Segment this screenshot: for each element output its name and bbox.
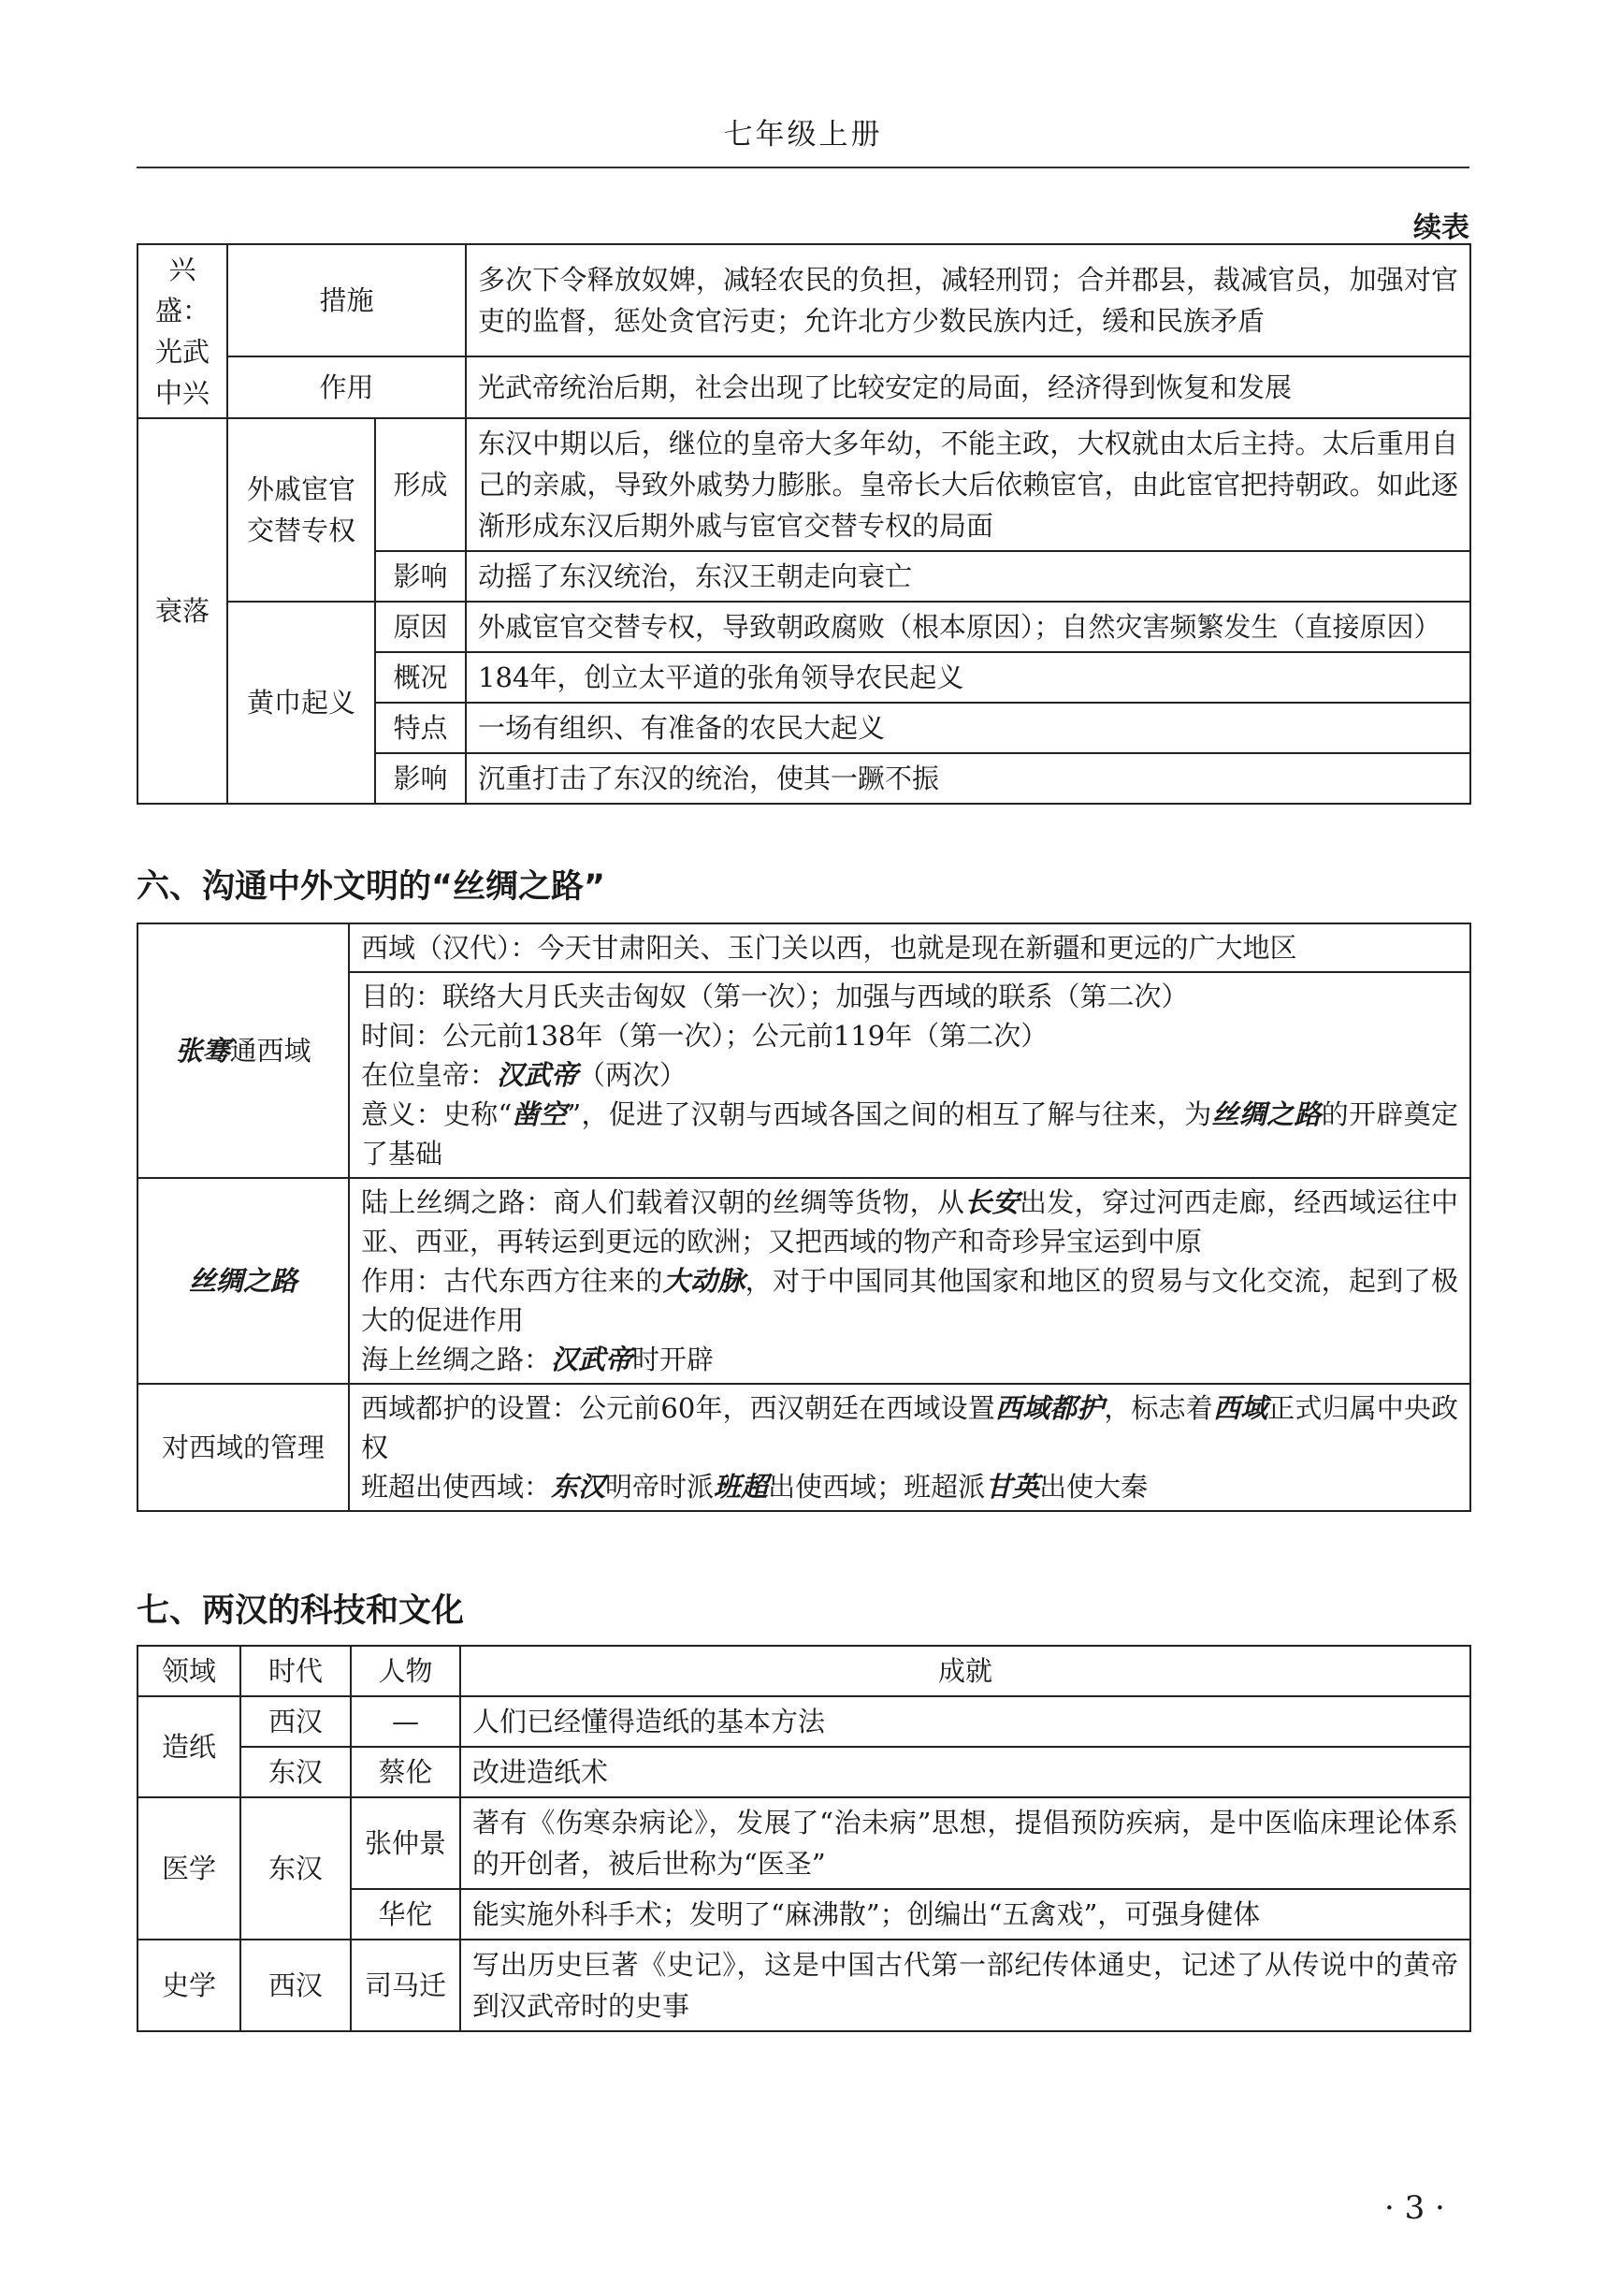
table-row <box>137 1797 1470 1889</box>
table-row <box>137 244 1470 356</box>
role-line <box>361 1261 1458 1340</box>
land-part: 出发，穿过河西走廊，经西域运往中亚、西亚，再转运到更远的欧洲；又把西域的物产和奇珍异宝运到中原 <box>361 1186 1458 1257</box>
sea-route-line <box>361 1340 1458 1379</box>
table-row <box>137 1696 1470 1747</box>
protect-part: 西域都护的设置：公元前60年，西汉朝廷在西域设置 <box>361 1392 995 1424</box>
zhangqian-name: 张骞 <box>175 1035 230 1067</box>
row-label-effect: 作用 <box>227 356 466 418</box>
overview-text: 184年，创立太平道的张角领导农民起义 <box>466 652 1470 703</box>
achievement-cell: 改进造纸术 <box>460 1747 1470 1797</box>
meaning-keyword: 丝绸之路 <box>1211 1098 1322 1130</box>
emperor-suffix: （两次） <box>578 1059 687 1091</box>
relatives-eunuchs-title: 外戚宦官交替专权 <box>227 418 375 602</box>
meaning-line <box>361 1095 1458 1173</box>
field-history: 史学 <box>137 1940 240 2031</box>
role-part: ，对于中国同其他国家和地区的贸易与文化交流，起到了极大的促进作用 <box>361 1265 1458 1336</box>
era-cell: 西汉 <box>240 1940 351 2031</box>
purpose-line: 目的：联络大月氏夹击匈奴（第一次）；加强与西域的联系（第二次） <box>361 981 1189 1012</box>
management-details <box>349 1384 1470 1511</box>
cause-text: 外戚宦官交替专权，导致朝政腐败（根本原因）；自然灾害频繁发生（直接原因） <box>466 602 1470 652</box>
era-cell: 东汉 <box>240 1797 351 1940</box>
silk-road-label: 丝绸之路 <box>137 1178 349 1384</box>
era-cell: 东汉 <box>240 1747 351 1797</box>
zhangqian-label-rest: 通西域 <box>229 1035 311 1067</box>
meaning-part: 的开辟奠定了基础 <box>361 1098 1458 1170</box>
relatives-impact-text: 动摇了东汉统治，东汉王朝走向衰亡 <box>466 551 1470 602</box>
person-cell: 蔡伦 <box>351 1747 460 1797</box>
person-cell: 张仲景 <box>351 1797 460 1889</box>
banchao-part: 出使大秦 <box>1039 1471 1149 1503</box>
table-row <box>137 1747 1470 1797</box>
person-cell: 华佗 <box>351 1889 460 1940</box>
section-seven-title: 七、两汉的科技和文化 <box>137 1592 465 1630</box>
column-header-person: 人物 <box>351 1646 460 1696</box>
protect-keyword: 西域都护 <box>994 1392 1105 1424</box>
zhangqian-details <box>349 972 1470 1178</box>
row-label-cause: 原因 <box>375 602 466 652</box>
table-row <box>137 602 1470 652</box>
table-row <box>137 1940 1470 2031</box>
table-row <box>137 1178 1470 1384</box>
achievement-cell: 著有《伤寒杂病论》，发展了“治未病”思想，提倡预防疾病，是中医临床理论体系的开创者，被后世称为“医圣” <box>460 1797 1470 1889</box>
field-papermaking: 造纸 <box>137 1696 240 1797</box>
page-number: · 3 · <box>1384 2189 1445 2227</box>
column-header-field: 领域 <box>137 1646 240 1696</box>
table-row <box>137 1384 1470 1511</box>
western-regions-definition: 西域（汉代）：今天甘肃阳关、玉门关以西，也就是现在新疆和更远的广大地区 <box>349 923 1470 972</box>
silk-road-details <box>349 1178 1470 1384</box>
meaning-part: ”，促进了汉朝与西域各国之间的相互了解与往来，为 <box>567 1098 1212 1130</box>
banchao-part: 班超出使西域： <box>361 1471 552 1503</box>
measures-text: 多次下令释放奴婢，减轻农民的负担，减轻刑罚；合并郡县，裁减官员，加强对官吏的监督，惩处贪官污吏；允许北方少数民族内迁，缓和民族矛盾 <box>466 244 1470 356</box>
banchao-part: 明帝时派 <box>605 1471 715 1503</box>
section-six-title: 六、沟通中外文明的“丝绸之路” <box>137 868 606 906</box>
yellow-turban-title: 黄巾起义 <box>227 602 375 804</box>
banchao-keyword: 甘英 <box>985 1471 1040 1503</box>
emperor-name: 汉武帝 <box>497 1059 579 1091</box>
table-row <box>137 418 1470 551</box>
row-label-features: 特点 <box>375 703 466 753</box>
period-flourish: 兴盛：光武中兴 <box>137 244 227 418</box>
formation-text: 东汉中期以后，继位的皇帝大多年幼，不能主政，大权就由太后主持。太后重用自己的亲戚，导致外戚势力膨胀。皇帝长大后依赖宦官，由此宦官把持朝政。如此逐渐形成东汉后期外戚与宦官交替专权的局面 <box>466 418 1470 551</box>
table-row <box>137 923 1470 972</box>
row-label-measures: 措施 <box>227 244 466 356</box>
period-decline: 衰落 <box>137 418 227 804</box>
protectorate-line <box>361 1388 1458 1467</box>
sea-part: 海上丝绸之路： <box>361 1344 552 1375</box>
silk-road-table <box>137 923 1471 1512</box>
banchao-keyword: 东汉 <box>551 1471 606 1503</box>
land-part: 陆上丝绸之路：商人们载着汉朝的丝绸等货物，从 <box>361 1186 965 1218</box>
row-label-formation: 形成 <box>375 418 466 551</box>
features-text: 一场有组织、有准备的农民大起义 <box>466 703 1470 753</box>
banchao-line <box>361 1467 1458 1506</box>
table-row <box>137 356 1470 418</box>
meaning-keyword: 凿空 <box>512 1098 568 1130</box>
protect-keyword: 西域 <box>1212 1392 1268 1424</box>
time-line: 时间：公元前138年（第一次）；公元前119年（第二次） <box>361 1020 1049 1052</box>
land-keyword: 长安 <box>964 1186 1020 1218</box>
continued-label: 续表 <box>1413 211 1469 244</box>
banchao-part: 出使西域；班超派 <box>768 1471 986 1503</box>
meaning-part: 意义：史称“ <box>361 1098 513 1130</box>
sea-keyword: 汉武帝 <box>551 1344 633 1375</box>
role-part: 作用：古代东西方往来的 <box>361 1265 663 1297</box>
land-route-line <box>361 1183 1458 1261</box>
achievement-cell: 人们已经懂得造纸的基本方法 <box>460 1696 1470 1747</box>
yellow-turban-impact-text: 沉重打击了东汉的统治，使其一蹶不振 <box>466 753 1470 804</box>
sea-part: 时开辟 <box>632 1344 715 1375</box>
effect-text: 光武帝统治后期，社会出现了比较安定的局面，经济得到恢复和发展 <box>466 356 1470 418</box>
emperor-line <box>361 1055 1458 1095</box>
row-label-impact: 影响 <box>375 753 466 804</box>
zhangqian-label <box>137 923 349 1178</box>
management-label: 对西域的管理 <box>137 1384 349 1511</box>
banchao-keyword: 班超 <box>714 1471 769 1503</box>
header-divider <box>137 167 1469 168</box>
column-header-era: 时代 <box>240 1646 351 1696</box>
row-label-overview: 概况 <box>375 652 466 703</box>
achievement-cell: 能实施外科手术；发明了“麻沸散”；创编出“五禽戏”，可强身健体 <box>460 1889 1470 1940</box>
protect-part: ，标志着 <box>1104 1392 1213 1424</box>
person-cell: — <box>351 1696 460 1747</box>
eastern-han-table <box>137 243 1471 805</box>
page-header-title: 七年级上册 <box>723 118 883 152</box>
science-culture-table <box>137 1645 1471 2032</box>
table-header-row <box>137 1646 1470 1696</box>
protect-part: 正式归属中央政权 <box>361 1392 1458 1463</box>
era-cell: 西汉 <box>240 1696 351 1747</box>
achievement-cell: 写出历史巨著《史记》，这是中国古代第一部纪传体通史，记述了从传说中的黄帝到汉武帝时的史事 <box>460 1940 1470 2031</box>
column-header-achievement: 成就 <box>460 1646 1470 1696</box>
emperor-prefix: 在位皇帝： <box>361 1059 498 1091</box>
person-cell: 司马迁 <box>351 1940 460 2031</box>
role-keyword: 大动脉 <box>662 1265 745 1297</box>
row-label-impact: 影响 <box>375 551 466 602</box>
field-medicine: 医学 <box>137 1797 240 1940</box>
